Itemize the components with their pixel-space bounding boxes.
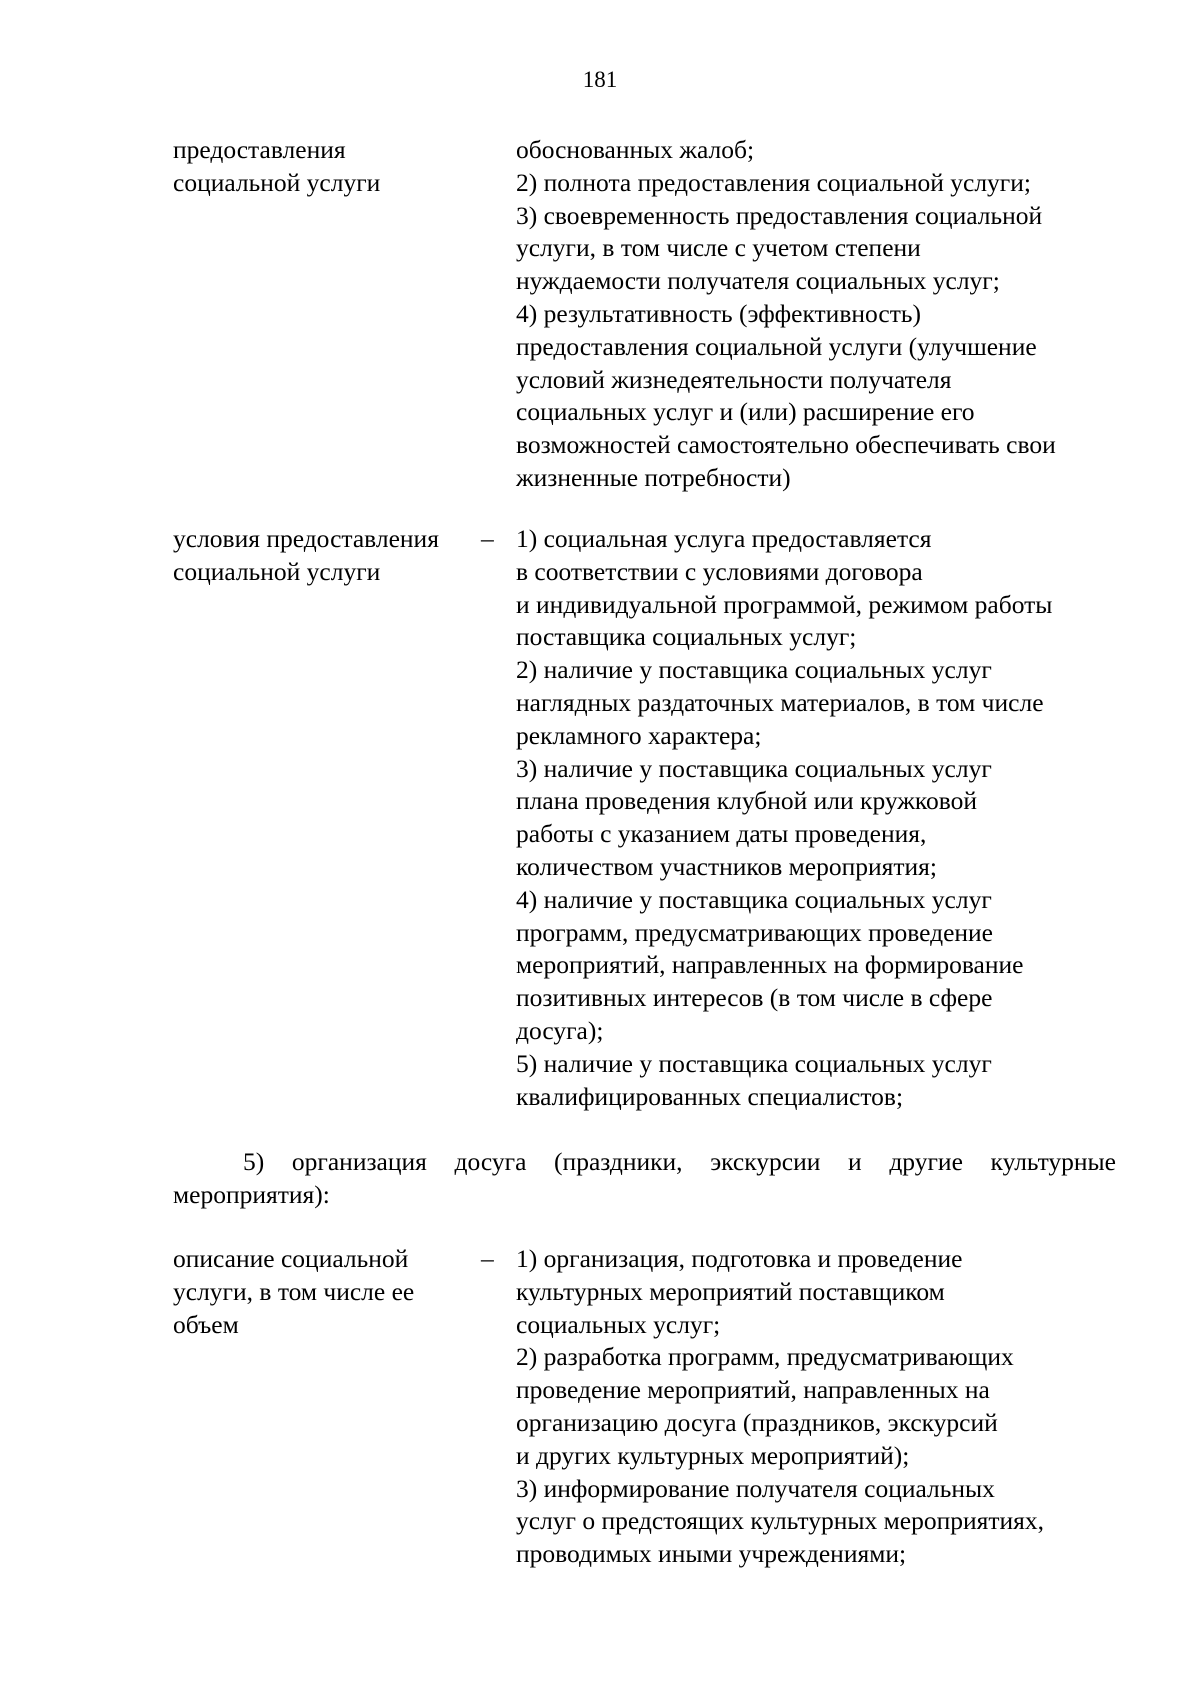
value-line: наглядных раздаточных материалов, в том числе [516,687,1044,717]
row-value [516,1243,1044,1571]
value-line: рекламного характера; [516,720,762,750]
value-line: позитивных интересов (в том числе в сфере [516,983,993,1013]
value-line: обоснованных жалоб; [516,135,755,164]
row-value [516,134,1056,495]
value-line: нуждаемости получателя социальных услуг; [516,266,1000,296]
value-line: жизненные потребности) [516,462,791,492]
label-line: описание социальной [173,1244,409,1273]
label-line: объем [173,1309,239,1339]
value-line: культурных мероприятий поставщиком [516,1276,945,1306]
value-line: 5) наличие у поставщика социальных услуг [516,1048,992,1078]
value-line: социальных услуг; [516,1309,721,1339]
value-line: 1) организация, подготовка и проведение [516,1244,963,1273]
row-label [173,134,380,200]
value-line: проведение мероприятий, направленных на [516,1375,990,1405]
row-dash: – [481,1244,494,1273]
value-line: и других культурных мероприятий); [516,1440,910,1470]
label-line: социальной услуги [173,167,381,197]
label-line: социальной услуги [173,556,381,586]
value-line: поставщика социальных услуг; [516,622,857,652]
value-line: 4) результативность (эффективность) [516,298,921,328]
label-line: условия предоставления [173,524,439,553]
page-number: 181 [582,67,618,92]
label-line: предоставления [173,135,346,164]
row-label [173,523,439,589]
value-line: 3) своевременность предоставления социальной [516,200,1043,230]
value-line: работы с указанием даты проведения, [516,819,927,849]
row-label [173,1243,414,1341]
value-line: плана проведения клубной или кружковой [516,786,977,816]
section-heading-line: мероприятия): [173,1179,330,1209]
value-line: досуга); [516,1015,604,1045]
label-line: услуги, в том числе ее [173,1276,415,1306]
value-line: 1) социальная услуга предоставляется [516,524,932,553]
section-heading [173,1146,1116,1212]
value-line: предоставления социальной услуги (улучшение [516,331,1037,361]
value-line: и индивидуальной программой, режимом работы [516,589,1053,619]
value-line: программ, предусматривающих проведение [516,917,993,947]
value-line: социальных услуг и (или) расширение его [516,397,975,427]
row-value [516,523,1052,1113]
value-line: организацию досуга (праздников, экскурсий [516,1407,998,1437]
value-line: 4) наличие у поставщика социальных услуг [516,884,992,914]
value-line: услуг о предстоящих культурных мероприятиях, [516,1506,1045,1536]
value-line: 3) наличие у поставщика социальных услуг [516,753,992,783]
section-heading-line: 5) организация досуга (праздники, экскурсии и другие культурные [243,1147,1116,1176]
value-line: квалифицированных специалистов; [516,1081,904,1111]
value-line: проводимых иными учреждениями; [516,1539,907,1569]
value-line: количеством участников мероприятия; [516,851,937,881]
value-line: 2) разработка программ, предусматривающих [516,1342,1014,1372]
row-dash: – [481,524,494,553]
value-line: мероприятий, направленных на формирование [516,950,1024,980]
value-line: 2) наличие у поставщика социальных услуг [516,655,992,685]
value-line: 3) информирование получателя социальных [516,1473,995,1503]
value-line: услуги, в том числе с учетом степени [516,233,921,263]
value-line: возможностей самостоятельно обеспечивать свои [516,430,1056,460]
value-line: условий жизнедеятельности получателя [516,364,952,394]
value-line: в соответствии с условиями договора [516,556,923,586]
value-line: 2) полнота предоставления социальной услуги; [516,167,1031,197]
